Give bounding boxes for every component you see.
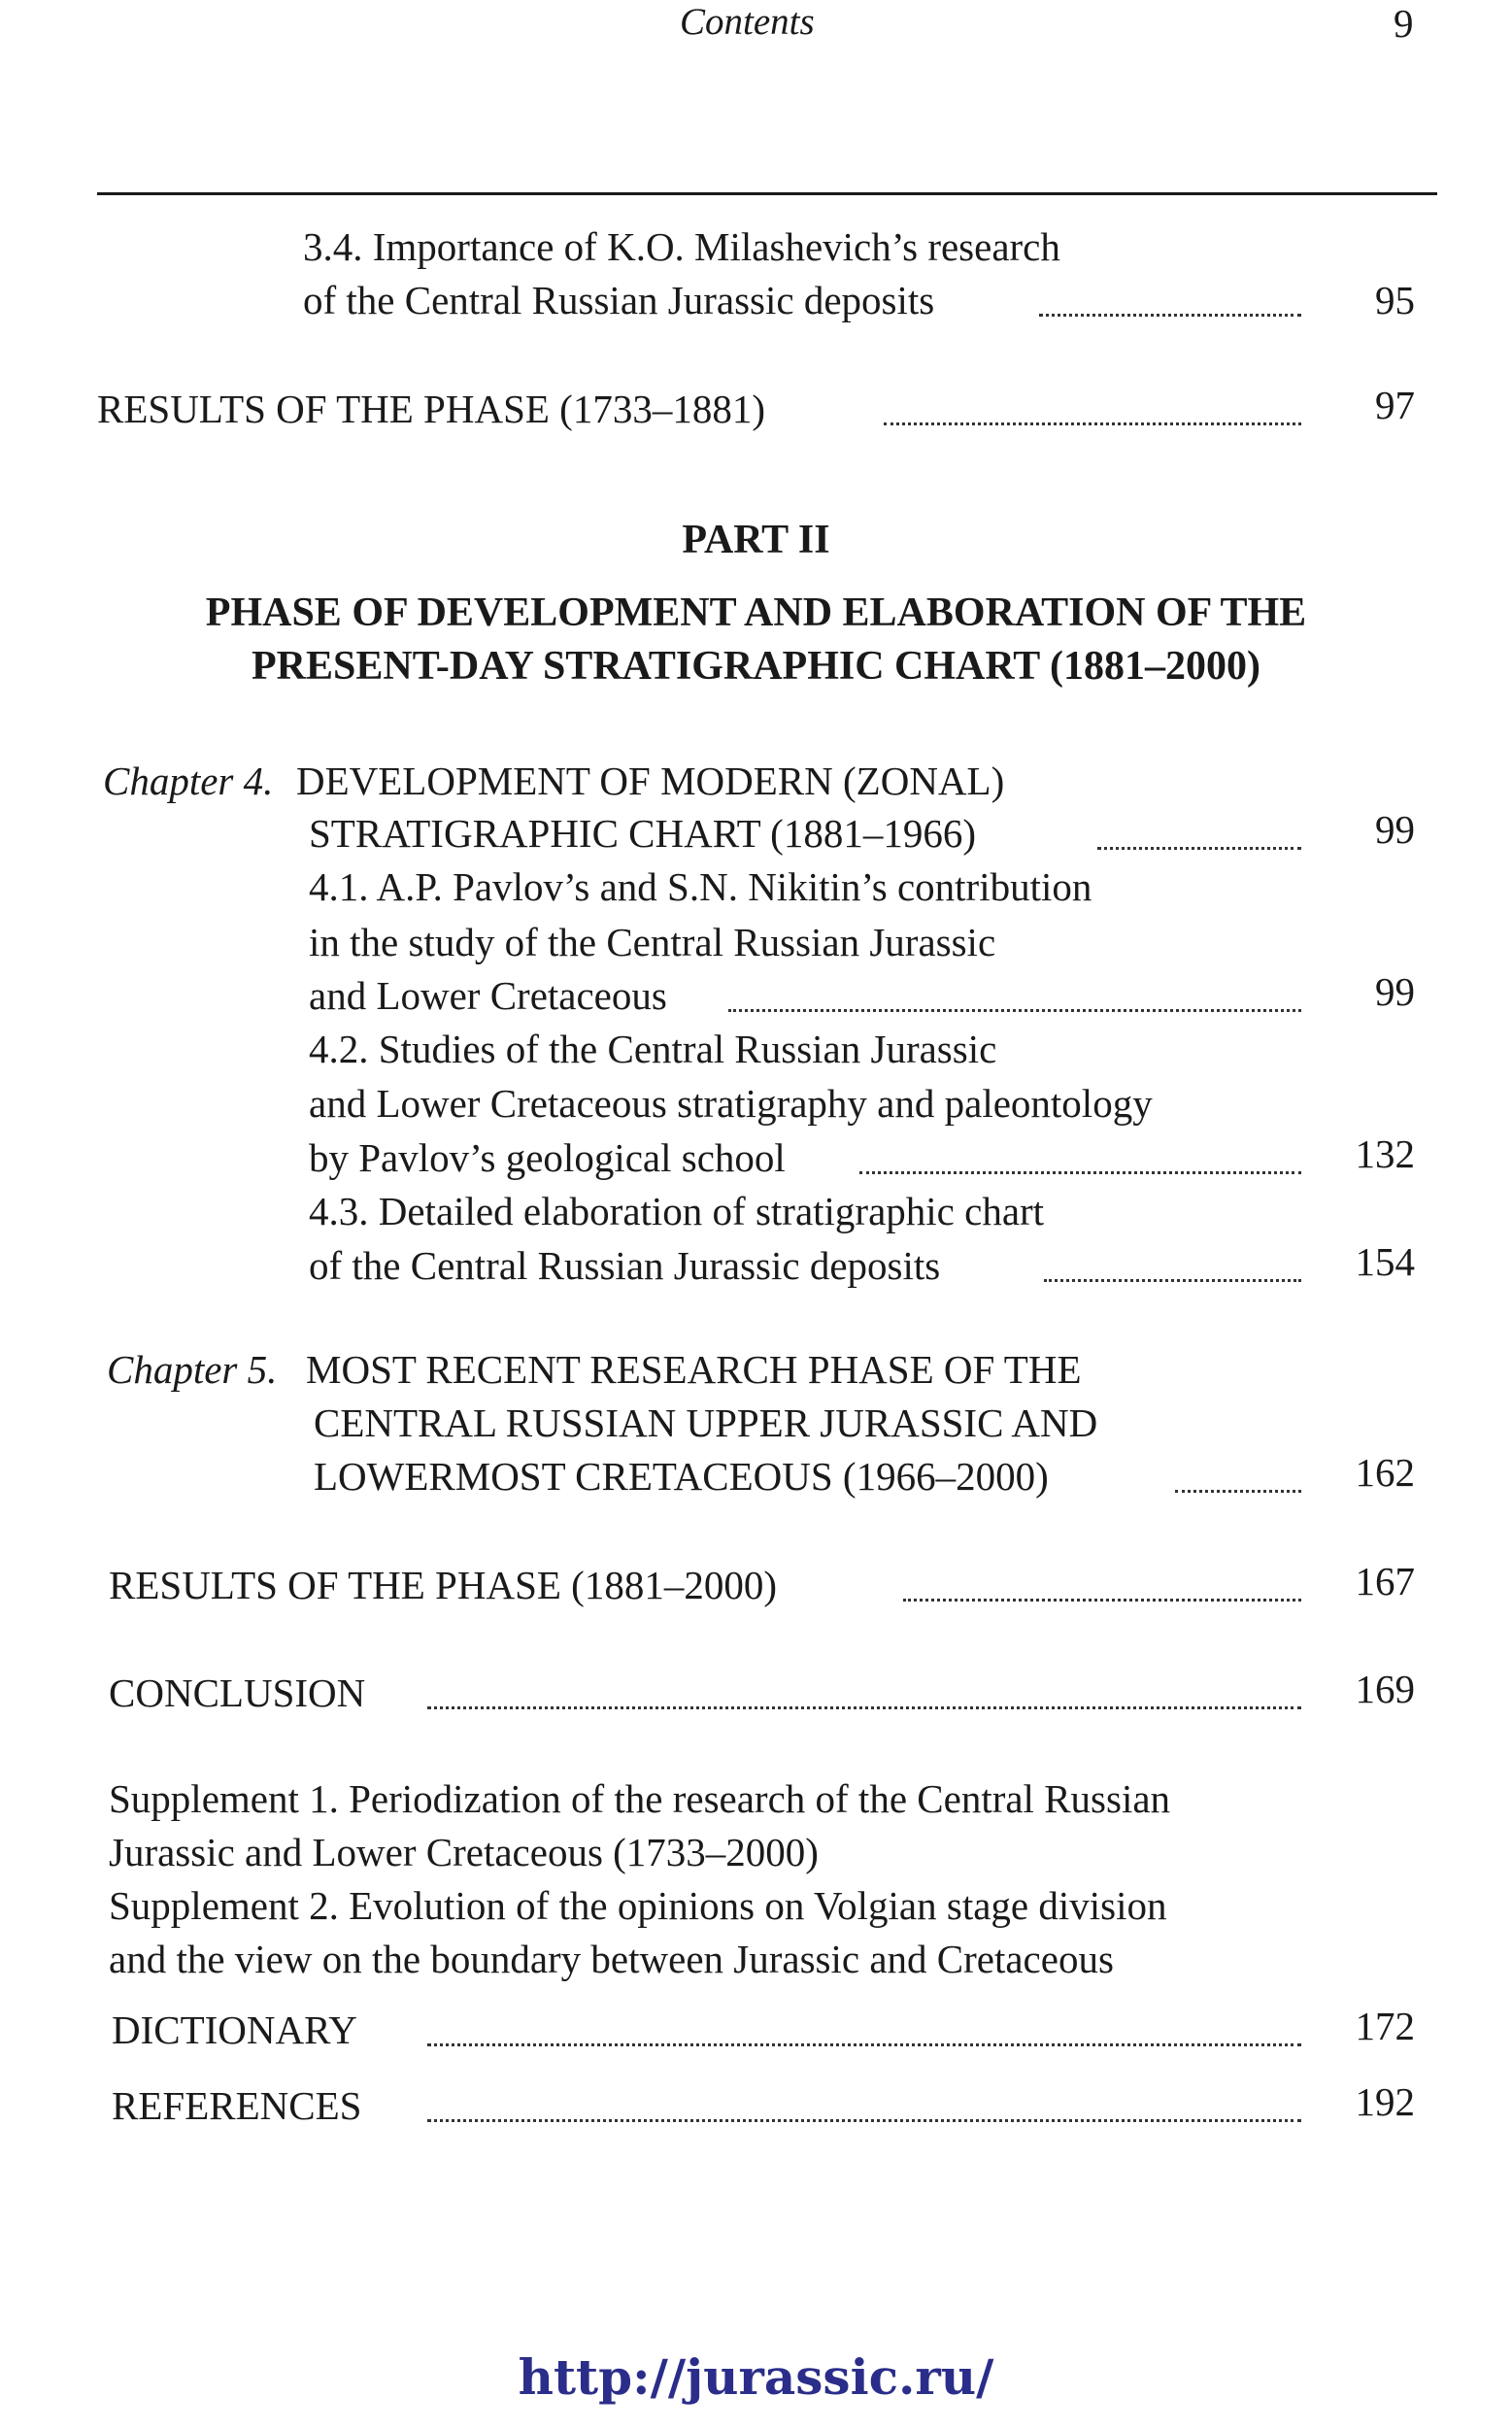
- toc-3-4-line1: 3.4. Importance of K.O. Milashevich’s research: [303, 224, 1060, 269]
- dot-leader: [427, 1706, 1301, 1709]
- supplement-2-line2: and the view on the boundary between Jurassic and Cretaceous: [109, 1937, 1114, 1981]
- dot-leader: [903, 1599, 1301, 1602]
- toc-conclusion-title: CONCLUSION: [109, 1670, 366, 1715]
- supplement-1-line1: Supplement 1. Periodization of the research of the Central Russian: [109, 1776, 1171, 1821]
- toc-4-2-line2: and Lower Cretaceous stratigraphy and paleontology: [309, 1081, 1153, 1126]
- toc-conclusion-page: 169: [1355, 1667, 1415, 1711]
- dot-leader: [859, 1171, 1301, 1174]
- dot-leader: [1044, 1279, 1301, 1282]
- toc-results-1-title: RESULTS OF THE PHASE (1733–1881): [97, 387, 765, 431]
- chapter-4-prefix: Chapter 4.: [103, 759, 274, 803]
- dot-leader: [884, 422, 1301, 425]
- header-rule: [97, 192, 1437, 195]
- chapter-4-line1: DEVELOPMENT OF MODERN (ZONAL): [296, 759, 1005, 803]
- dot-leader: [1097, 847, 1301, 850]
- toc-dictionary-page: 172: [1355, 2004, 1415, 2048]
- footer-url[interactable]: http://jurassic.ru/: [518, 2348, 994, 2406]
- part-title-line1: PHASE OF DEVELOPMENT AND ELABORATION OF THE: [205, 590, 1307, 635]
- toc-4-1-line3: and Lower Cretaceous: [309, 973, 667, 1018]
- part-title-line2: PRESENT-DAY STRATIGRAPHIC CHART (1881–2000): [252, 644, 1260, 689]
- chapter-5-line1: MOST RECENT RESEARCH PHASE OF THE: [306, 1347, 1082, 1392]
- toc-3-4-page: 95: [1375, 278, 1415, 322]
- toc-4-2-line1: 4.2. Studies of the Central Russian Jurassic: [309, 1027, 997, 1071]
- toc-references-title: REFERENCES: [112, 2083, 362, 2128]
- supplement-2-line1: Supplement 2. Evolution of the opinions on Volgian stage division: [109, 1883, 1167, 1928]
- chapter-4-line2: STRATIGRAPHIC CHART (1881–1966): [309, 811, 976, 856]
- running-head-title: Contents: [680, 1, 815, 43]
- toc-4-3-line2: of the Central Russian Jurassic deposits: [309, 1243, 941, 1288]
- chapter-5-line3: LOWERMOST CRETACEOUS (1966–2000): [314, 1454, 1049, 1499]
- dot-leader: [427, 2043, 1301, 2046]
- toc-results-2-page: 167: [1355, 1559, 1415, 1603]
- toc-4-3-page: 154: [1355, 1239, 1415, 1284]
- toc-4-3-line1: 4.3. Detailed elaboration of stratigraphic chart: [309, 1189, 1045, 1233]
- toc-4-1-page: 99: [1375, 969, 1415, 1014]
- toc-results-1-page: 97: [1375, 383, 1415, 427]
- toc-4-2-page: 132: [1355, 1131, 1415, 1176]
- dot-leader: [728, 1009, 1301, 1012]
- chapter-5-prefix: Chapter 5.: [107, 1347, 278, 1392]
- toc-4-2-line3: by Pavlov’s geological school: [309, 1135, 786, 1180]
- toc-references-page: 192: [1355, 2079, 1415, 2124]
- chapter-5-line2: CENTRAL RUSSIAN UPPER JURASSIC AND: [314, 1400, 1098, 1445]
- dot-leader: [1039, 314, 1301, 317]
- toc-results-2-title: RESULTS OF THE PHASE (1881–2000): [109, 1563, 777, 1607]
- toc-4-1-line1: 4.1. A.P. Pavlov’s and S.N. Nikitin’s contribution: [309, 864, 1092, 909]
- dot-leader: [1175, 1490, 1301, 1493]
- toc-4-1-line2: in the study of the Central Russian Jurassic: [309, 920, 996, 964]
- supplement-1-line2: Jurassic and Lower Cretaceous (1733–2000): [109, 1830, 819, 1874]
- part-label: PART II: [682, 518, 830, 562]
- chapter-4-page: 99: [1375, 807, 1415, 852]
- toc-3-4-line2: of the Central Russian Jurassic deposits: [303, 278, 935, 322]
- page-number: 9: [1394, 1, 1414, 46]
- dot-leader: [427, 2119, 1301, 2122]
- chapter-5-page: 162: [1355, 1450, 1415, 1495]
- toc-dictionary-title: DICTIONARY: [112, 2007, 357, 2052]
- running-head: [0, 0, 1512, 58]
